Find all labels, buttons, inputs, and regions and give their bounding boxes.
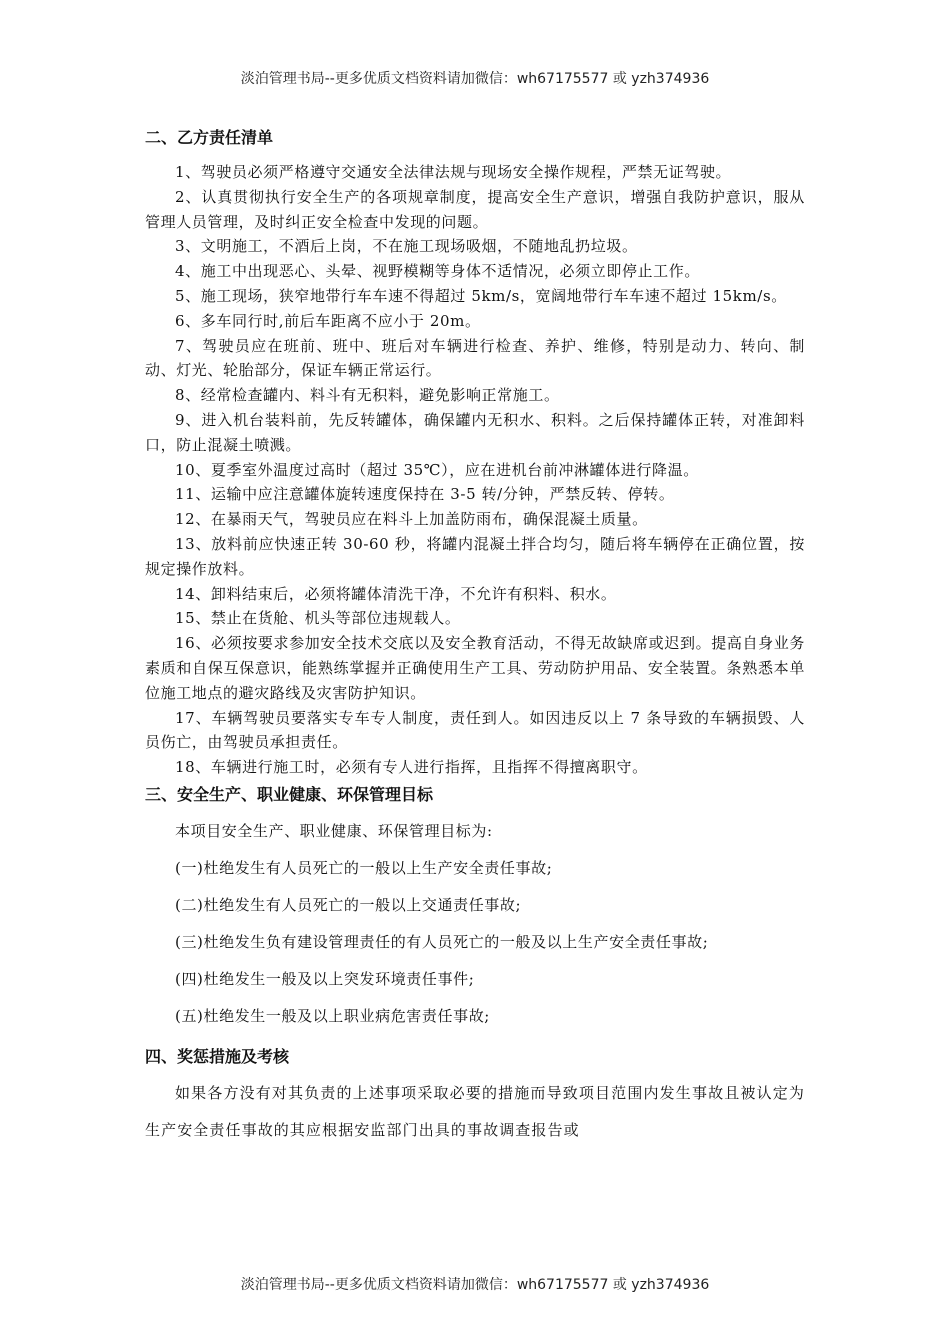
list-item: 2、认真贯彻执行安全生产的各项规章制度，提高安全生产意识，增强自我防护意识，服从管理人员管理，及时纠正安全检查中发现的问题。 xyxy=(145,187,805,231)
section-3-intro: 本项目安全生产、职业健康、环保管理目标为: xyxy=(175,821,493,840)
target-item: (二)杜绝发生有人员死亡的一般以上交通责任事故; xyxy=(175,895,522,914)
section-3-body xyxy=(145,813,805,1035)
list-item: 9、进入机台装料前，先反转罐体，确保罐内无积水、积料。之后保持罐体正转，对准卸料口，防止混凝土喷溅。 xyxy=(145,410,805,454)
list-item: 12、在暴雨天气，驾驶员应在料斗上加盖防雨布，确保混凝土质量。 xyxy=(175,510,648,529)
list-item: 15、禁止在货舱、机头等部位违规载人。 xyxy=(175,609,461,628)
list-item: 17、车辆驾驶员要落实专车专人制度，责任到人。如因违反以上 7 条导致的车辆损毁、人员伤亡，由驾驶员承担责任。 xyxy=(145,708,805,752)
list-item: 18、车辆进行施工时，必须有专人进行指挥，且指挥不得擅离职守。 xyxy=(175,758,648,777)
target-item: (五)杜绝发生一般及以上职业病危害责任事故; xyxy=(175,1006,490,1025)
section-4-heading: 四、奖惩措施及考核 xyxy=(145,1046,290,1066)
list-item: 8、经常检查罐内、料斗有无积料，避免影响正常施工。 xyxy=(175,386,560,405)
list-item: 5、施工现场，狭窄地带行车车速不得超过 5km/s，宽阔地带行车车速不超过 15km/s。 xyxy=(175,286,787,305)
target-item: (一)杜绝发生有人员死亡的一般以上生产安全责任事故; xyxy=(175,858,553,877)
list-item: 14、卸料结束后，必须将罐体清洗干净，不允许有积料、积水。 xyxy=(175,584,617,603)
target-item: (三)杜绝发生负有建设管理责任的有人员死亡的一般及以上生产安全责任事故; xyxy=(175,932,709,951)
list-item: 10、夏季室外温度过高时（超过 35℃），应在进机台前冲淋罐体进行降温。 xyxy=(175,460,699,479)
section-2-heading: 二、乙方责任清单 xyxy=(145,128,274,147)
target-item: (四)杜绝发生一般及以上突发环境责任事件; xyxy=(175,969,475,988)
list-item: 6、多车同行时,前后车距离不应小于 20m。 xyxy=(175,311,481,330)
document-body xyxy=(145,120,805,1149)
page-footer: 淡泊管理书局--更多优质文档资料请加微信：wh67175577 或 yzh374936 xyxy=(240,1277,710,1293)
section-3-heading: 三、安全生产、职业健康、环保管理目标 xyxy=(145,784,434,804)
list-item: 13、放料前应快速正转 30-60 秒，将罐内混凝土拌合均匀，随后将车辆停在正确位置，按规定操作放料。 xyxy=(145,534,805,578)
section-2-list xyxy=(145,160,805,780)
list-item: 1、驾驶员必须严格遵守交通安全法律法规与现场安全操作规程，严禁无证驾驶。 xyxy=(175,163,732,181)
list-item: 3、文明施工，不酒后上岗，不在施工现场吸烟，不随地乱扔垃圾。 xyxy=(175,237,638,256)
list-item: 11、运输中应注意罐体旋转速度保持在 3-5 转/分钟，严禁反转、停转。 xyxy=(175,485,675,504)
list-item: 16、必须按要求参加安全技术交底以及安全教育活动，不得无故缺席或迟到。提高自身业务素质和自保互保意识，能熟练掌握并正确使用生产工具、劳动防护用品、安全装置。条熟悉本单位施工地点的避灾路线及灾害防护知识。 xyxy=(145,634,805,702)
list-item: 7、驾驶员应在班前、班中、班后对车辆进行检查、养护、维修，特别是动力、转向、制动、灯光、轮胎部分，保证车辆正常运行。 xyxy=(145,336,805,380)
section-4-body xyxy=(145,1075,805,1149)
list-item: 4、施工中出现恶心、头晕、视野模糊等身体不适情况，必须立即停止工作。 xyxy=(175,262,700,281)
page-header: 淡泊管理书局--更多优质文档资料请加微信：wh67175577 或 yzh374936 xyxy=(240,71,710,87)
section-4-paragraph: 如果各方没有对其负责的上述事项采取必要的措施而导致项目范围内发生事故且被认定为生产安全责任事故的其应根据安监部门出具的事故调查报告或 xyxy=(145,1083,805,1139)
